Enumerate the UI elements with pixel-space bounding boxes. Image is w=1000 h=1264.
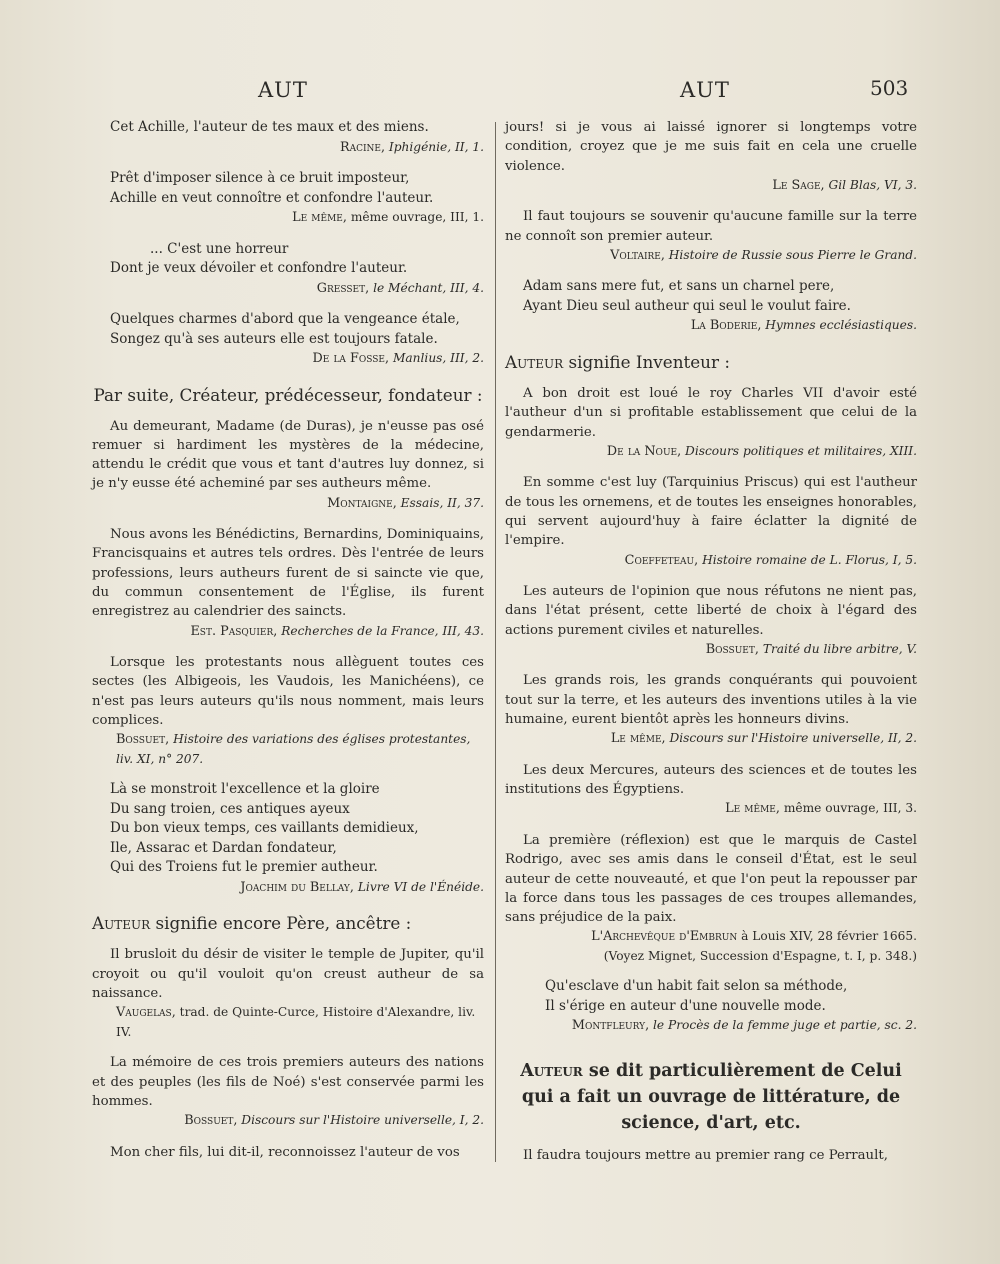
quote-prose: Il brusloit du désir de visiter le temple de Jupiter, qu'il croyoit ou qu'il vouloit qu'on creust autheur de sa naissance. (92, 947, 484, 1001)
verse-line: Ile, Assarac et Dardan fondateur, (110, 839, 337, 856)
citation-author: Le même, (292, 210, 347, 225)
verse-line: Dont je veux dévoiler et confondre l'auteur. (110, 260, 408, 276)
citation-author: Montfleury, (571, 1018, 650, 1034)
citation-author: La Boderie, (690, 318, 762, 334)
verse-line: Qu'esclave d'un habit fait selon sa méthode, (545, 978, 848, 995)
citation (505, 799, 917, 819)
quote-prose: Lorsque les protestants nous allèguent toutes ces sectes (les Albigeois, les Vaudois, les Manichéens), ce n'est pas leurs auteurs qu'ils nous nomment, mais leurs complices. (92, 655, 484, 729)
section-heading (505, 1058, 917, 1136)
heading-text: signifie encore Père, ancêtre : (155, 913, 412, 934)
verse-line: Songez qu'à ses auteurs elle est toujours fatale. (110, 330, 438, 347)
citation (92, 622, 484, 642)
verse-line: Là se monstroit l'excellence et la gloire (110, 781, 380, 798)
citation (505, 729, 917, 749)
left-column (92, 118, 484, 1162)
citation (505, 1016, 917, 1036)
verse-line: Du sang troien, ces antiques ayeux (110, 800, 350, 817)
citation (92, 1003, 484, 1041)
quote-prose: Il faudra toujours mettre au premier rang ce Perrault, (523, 1147, 888, 1163)
citation (92, 349, 484, 369)
citation (505, 176, 917, 196)
heading-keyword: Auteur (520, 1060, 583, 1081)
verse-line: Prêt d'imposer silence à ce bruit imposteur, (110, 170, 410, 186)
citation-work: Discours sur l'Histoire universelle, I, 2. (241, 1113, 484, 1128)
quote-verse (505, 277, 917, 316)
citation-author: Bossuet, (116, 732, 170, 748)
verse-line: Du bon vieux temps, ces vaillants demidieux, (110, 820, 419, 837)
quote-verse (92, 118, 484, 138)
citation (505, 551, 917, 571)
page-number: 503 (870, 76, 909, 100)
citation-work: le Méchant, III, 4. (373, 280, 484, 295)
citation-author: Est. Pasquier, (190, 623, 278, 639)
citation (505, 927, 917, 947)
quote-verse (92, 780, 484, 878)
citation-work: Hymnes ecclésiastiques. (765, 318, 917, 333)
citation-work: Essais, II, 37. (400, 495, 484, 510)
quote-prose: Les deux Mercures, auteurs des sciences et de toutes les institutions des Égyptiens. (505, 762, 917, 798)
citation-work: Histoire romaine de L. Florus, I, 5. (702, 552, 917, 567)
citation-work: Traité du libre arbitre, V. (762, 641, 917, 656)
citation-author: Bossuet, (705, 641, 759, 657)
quote-verse (505, 977, 917, 1016)
heading-text: se dit particulièrement de Celui qui a fait un ouvrage de littérature, de science, d'art, etc. (521, 1060, 902, 1133)
quote-verse (92, 310, 484, 349)
quote-prose: Les grands rois, les grands conquérants qui pouvoient tout sur la terre, et les auteurs des inventions utiles à la vie humaine, eurent bientôt après les honneurs divins. (505, 673, 917, 728)
citation (92, 1111, 484, 1131)
citation-author: De la Fosse, (312, 351, 390, 366)
citation-work: Recherches de la France, III, 43. (281, 623, 484, 638)
quote-prose: A bon droit est loué le roy Charles VII d'avoir esté l'autheur d'un si profitable establissement que celui de la gendarmerie. (505, 385, 917, 440)
citation-work: Discours sur l'Histoire universelle, II, 2. (669, 731, 917, 746)
quote-prose: jours! si je vous ai laissé ignorer si longtemps votre condition, croyez que je me suis fait en cela une cruelle violence. (505, 120, 917, 174)
citation (92, 138, 484, 158)
heading-keyword: Auteur (92, 913, 151, 934)
citation-work: Iphigénie, II, 1. (388, 139, 484, 154)
verse-line: Ayant Dieu seul autheur qui seul le voulut faire. (523, 297, 851, 314)
quote-prose: Il faut toujours se souvenir qu'aucune famille sur la terre ne connoît son premier auteur. (505, 209, 917, 244)
citation (92, 279, 484, 299)
quote-prose: Au demeurant, Madame (de Duras), je n'eusse pas osé remuer si hardiment les mystères de la médecine, attendu le crédit que vous et tant d'autres luy donnez, si je n'y eusse été acheminé par ses autheurs même. (92, 418, 484, 492)
verse-line: ... C'est une horreur (150, 240, 289, 257)
citation-author: De la Noue, (606, 443, 682, 459)
verse-line: Adam sans mere fut, et sans un charnel pere, (523, 278, 835, 295)
citation-author: Racine, (339, 139, 386, 155)
section-heading: Par suite, Créateur, prédécesseur, fondateur : (93, 384, 483, 405)
citation (505, 316, 917, 336)
citation-work: Livre VI de l'Énéide. (357, 879, 484, 894)
citation-work: Histoire de Russie sous Pierre le Grand. (668, 247, 917, 262)
quote-verse (92, 169, 484, 208)
citation (92, 208, 484, 228)
running-head-left: AUT (258, 78, 308, 102)
citation-work: Histoire des variations des églises protestantes, liv. XI, n° 207. (116, 732, 471, 766)
citation-author: Montaigne, (327, 495, 397, 511)
quote-prose: La mémoire de ces trois premiers auteurs des nations et des peuples (les fils de Noé) s'est conservée parmi les hommes. (92, 1055, 484, 1109)
heading-keyword: Auteur (505, 351, 564, 372)
citation (505, 640, 917, 660)
verse-line: Achille en veut connoître et confondre l'auteur. (110, 189, 434, 206)
citation-author: Coeffeteau, (624, 552, 699, 568)
citation-author: Voltaire, (610, 247, 665, 263)
citation-work: à Louis XIV, 28 février 1665. (741, 929, 917, 944)
citation-author: Le Sage, (772, 177, 825, 193)
citation-author: Vaugelas, (116, 1005, 176, 1021)
citation-work: même ouvrage, III, 3. (783, 801, 917, 816)
column-divider (495, 122, 496, 1162)
citation-work: Manlius, III, 2. (392, 351, 484, 365)
citation-author: Le même, (725, 801, 780, 817)
citation-secondary: (Voyez Mignet, Succession d'Espagne, t. I, p. 348.) (603, 948, 917, 963)
quote-prose: Les auteurs de l'opinion que nous réfutons ne nient pas, dans l'état présent, cette liberté de choix à l'égard des actions purement civiles et naturelles. (505, 584, 917, 638)
verse-line: Qui des Troiens fut le premier autheur. (110, 859, 378, 876)
citation-author: Joachim du Bellay, (240, 879, 354, 895)
citation-work: trad. de Quinte-Curce, Histoire d'Alexandre, liv. IV. (116, 1005, 476, 1039)
citation-work: Gil Blas, VI, 3. (828, 177, 917, 192)
citation (505, 442, 917, 462)
citation-author: Le même, (610, 731, 666, 747)
verse-line: Quelques charmes d'abord que la vengeance étale, (110, 311, 460, 327)
quote-prose: La première (réflexion) est que le marquis de Castel Rodrigo, avec ses amis dans le conseil d'État, est le seul auteur de cette nouveauté, et que l'on peut la repousser par la force dans tous les passages de ces troupes allemandes, sans préjudice de la paix. (505, 832, 917, 926)
quote-prose: Nous avons les Bénédictins, Bernardins, Dominiquains, Francisquains et autres tels ordres. Dès l'entrée de leurs professions, leurs autheurs furent de si saincte vie que, du commun consentement de l'Église, ils furent enregistrez au calendrier des saincts. (92, 527, 484, 620)
citation (92, 878, 484, 898)
section-heading (505, 350, 917, 374)
citation-author: Gresset, (316, 280, 370, 296)
citation-work: même ouvrage, III, 1. (350, 210, 484, 224)
citation-author: L'Archevêque d'Embrun (591, 929, 738, 945)
citation-work: Discours politiques et militaires, XIII. (685, 443, 917, 458)
citation (505, 246, 917, 266)
quote-prose: Mon cher fils, lui dit-il, reconnoissez l'auteur de vos (110, 1144, 460, 1160)
quote-prose: En somme c'est luy (Tarquinius Priscus) qui est l'autheur de tous les ornemens, et de toutes les enseignes honorables, qui servent aujourd'huy à faire éclatter la dignité de l'empire. (505, 475, 917, 549)
right-column (505, 118, 917, 1165)
running-head-right: AUT (680, 78, 730, 102)
citation-work: le Procès de la femme juge et partie, sc. 2. (653, 1018, 917, 1033)
quote-verse (92, 240, 484, 279)
citation (92, 494, 484, 514)
verse-line: Il s'érige en auteur d'une nouvelle mode. (545, 997, 826, 1014)
verse-line: Cet Achille, l'auteur de tes maux et des miens. (110, 119, 429, 135)
citation (92, 730, 484, 768)
citation-author: Bossuet, (184, 1113, 238, 1129)
heading-text: signifie Inventeur : (568, 351, 731, 372)
section-heading (92, 911, 484, 935)
